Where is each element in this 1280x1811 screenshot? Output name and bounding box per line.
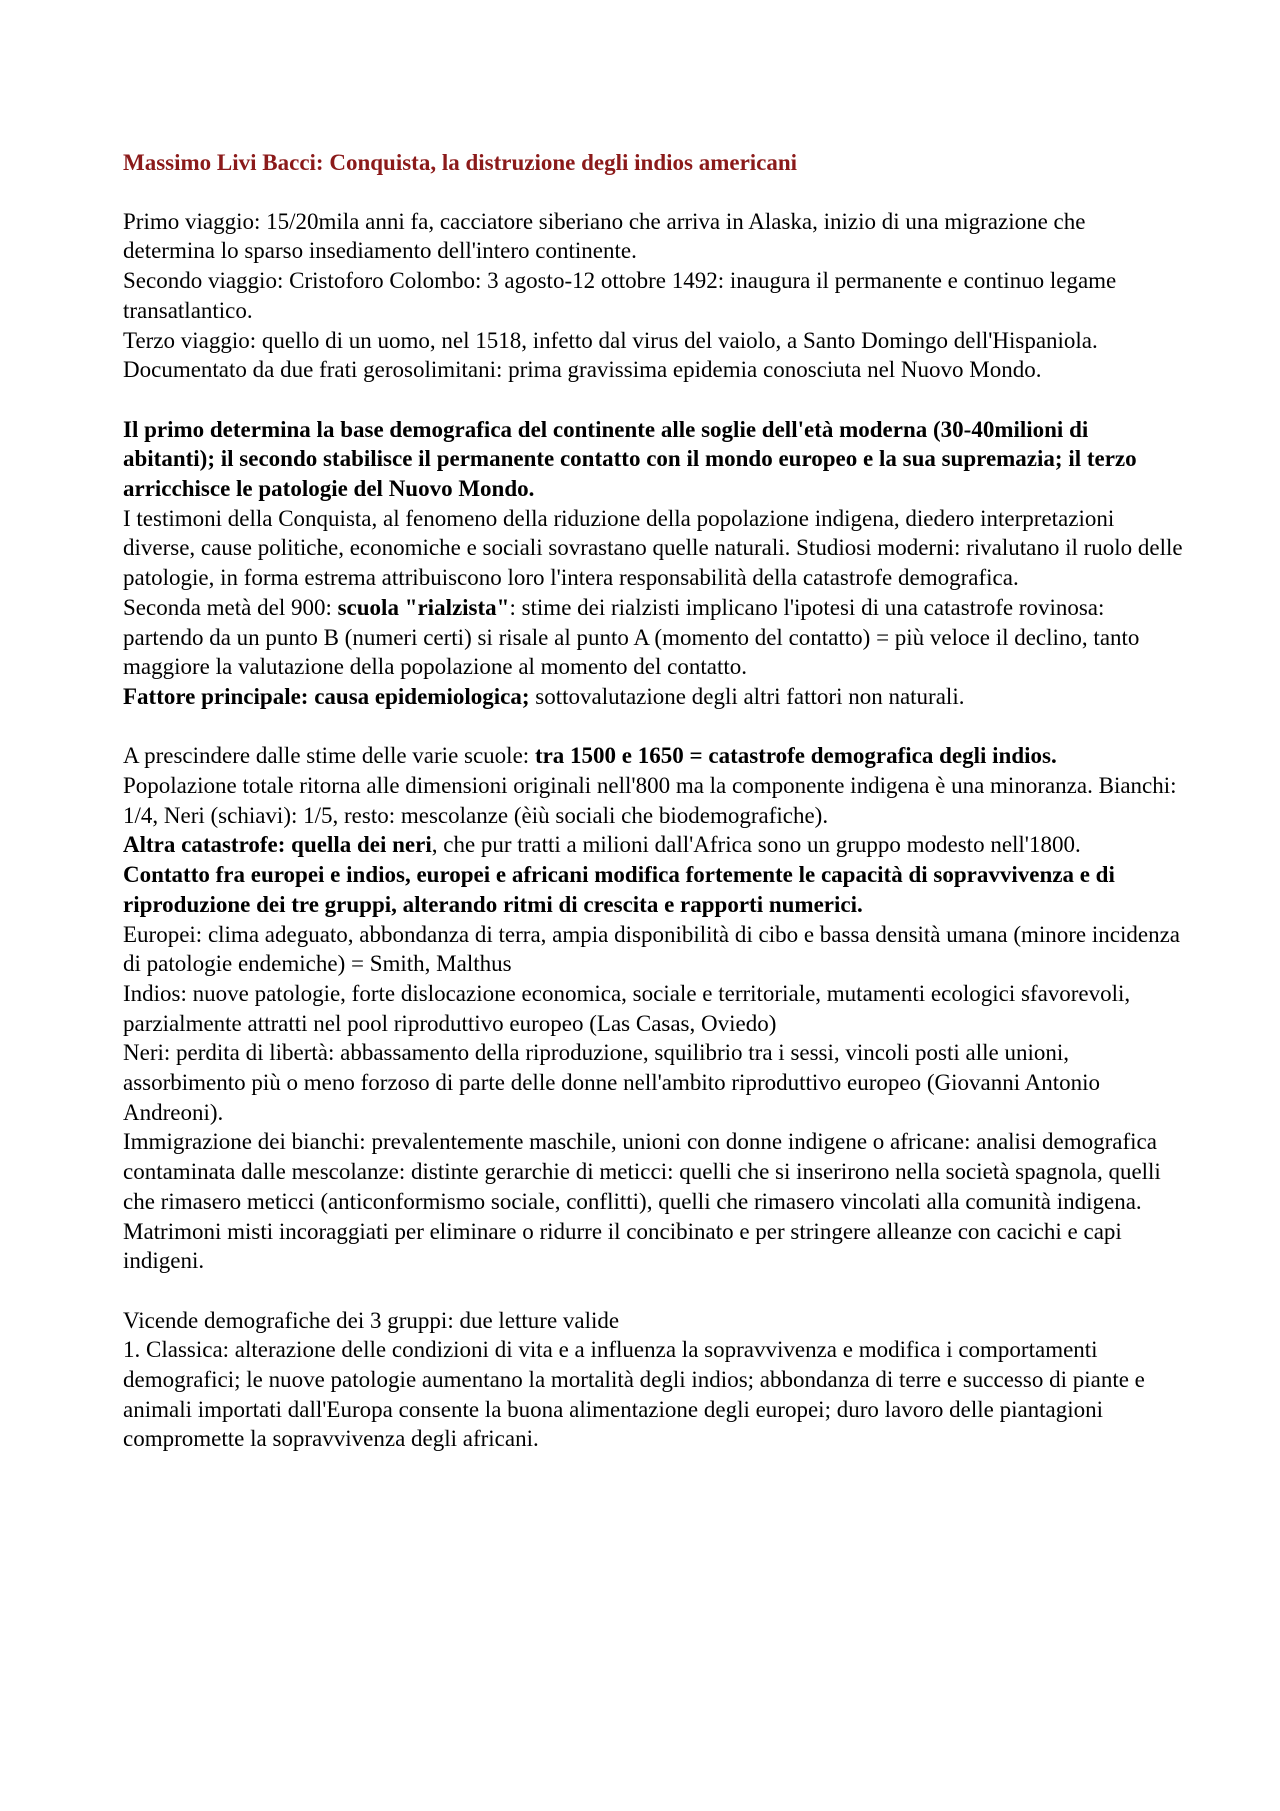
altra-catastrofe-rest: , che pur tratti a milioni dall'Africa sono un gruppo modesto nell'1800. [431, 832, 1081, 858]
paragraph-europei: Europei: clima adeguato, abbondanza di terra, ampia disponibilità di cibo e bassa densità umana (minore incidenza di patologie endemiche) = Smith, Malthus [123, 921, 1180, 977]
rialzista-bold: scuola "rialzista" [337, 594, 510, 620]
rialzista-intro: Seconda metà del 900: [123, 594, 338, 620]
prescindere-intro: A prescindere dalle stime delle varie scuole: [123, 743, 535, 769]
fattore-bold: Fattore principale: causa epidemiologica; [123, 683, 530, 709]
rialzista-rest: : stime dei rialzisti implicano l'ipotesi di una catastrofe rovinosa: partendo da un punto B (numeri certi) si risale al punto A (momento del contatto) = più veloce il declino, tanto maggiore la valutazione della popolazione al momento del contatto. [123, 594, 1140, 680]
contatto-bold: Contatto fra europei e indios, europei e africani modifica fortemente le capacità di sopravvivenza e di riproduzione dei tre gruppi, alterando ritmi di crescita e rapporti numerici. [123, 862, 1115, 917]
paragraph-immigrazione: Immigrazione dei bianchi: prevalentemente maschile, unioni con donne indigene o africane: analisi demografica contaminata dalle mescolanze: distinte gerarchie di meticci: quelli che si inserirono nella società spagnola, quelli che rimasero meticci (anticonformismo sociale, conflitti), quelli che rimasero vincolati alla comunità indigena. [123, 1129, 1161, 1214]
paragraph-fattore-principale [123, 682, 1183, 712]
paragraph-secondo-viaggio: Secondo viaggio: Cristoforo Colombo: 3 agosto-12 ottobre 1492: inaugura il permanente e continuo legame transatlantico. [123, 268, 1117, 323]
altra-catastrofe-bold: Altra catastrofe: quella dei neri [123, 832, 432, 858]
paragraph-testimoni: I testimoni della Conquista, al fenomeno della riduzione della popolazione indigena, diedero interpretazioni diverse, cause politiche, economiche e sociali sovrastano quelle naturali. Studiosi moderni: rivalutano il ruolo delle patologie, in forma estrema attribuiscono loro l'intera responsabilità della catastrofe demografica. [123, 505, 1183, 591]
prescindere-bold: tra 1500 e 1650 = catastrofe demografica degli indios. [534, 743, 1057, 769]
paragraph-summary-bold [123, 415, 1183, 504]
paragraph-spacer [123, 385, 1183, 415]
summary-bold-text: Il primo determina la base demografica del continente alle soglie dell'età moderna (30-40milioni di abitanti); il secondo stabilisce il permanente contatto con il mondo europeo e la sua supremazia; il terzo arricchisce le patologie del Nuovo Mondo. [123, 416, 1137, 502]
paragraph-spacer [123, 1276, 1183, 1306]
paragraph-matrimoni: Matrimoni misti incoraggiati per eliminare o ridurre il concibinato e per stringere alleanze con cacichi e capi indigeni. [123, 1218, 1122, 1274]
paragraph-spacer [123, 712, 1183, 742]
paragraph-terzo-viaggio: Terzo viaggio: quello di un uomo, nel 1518, infetto dal virus del vaiolo, a Santo Domingo dell'Hispaniola. Documentato da due frati gerosolimitani: prima gravissima epidemia conosciuta nel Nuovo Mondo. [123, 327, 1098, 383]
paragraph-indios: Indios: nuove patologie, forte dislocazione economica, sociale e territoriale, mutamenti ecologici sfavorevoli, parzialmente attratti nel pool riproduttivo europeo (Las Casas, Oviedo) [123, 980, 1131, 1036]
paragraph-neri: Neri: perdita di libertà: abbassamento della riproduzione, squilibrio tra i sessi, vincoli posti alle unioni, assorbimento più o meno forzoso di parte delle donne nell'ambito riproduttivo europeo (Giovanni Antonio Andreoni). [123, 1040, 1100, 1125]
paragraph-primo-viaggio: Primo viaggio: 15/20mila anni fa, cacciatore siberiano che arriva in Alaska, inizio di una migrazione che determina lo sparso insediamento dell'intero continente. [123, 208, 1086, 264]
paragraph-scuola-rialzista [123, 593, 1183, 682]
paragraph-contatto [123, 860, 1183, 919]
paragraph-vicende: Vicende demografiche dei 3 gruppi: due letture valide [123, 1307, 620, 1333]
document-page [123, 148, 1183, 1454]
fattore-rest: sottovalutazione degli altri fattori non naturali. [529, 683, 965, 709]
paragraph-classica: 1. Classica: alterazione delle condizioni di vita e a influenza la sopravvivenza e modifica i comportamenti demografici; le nuove patologie aumentano la mortalità degli indios; abbondanza di terre e successo di piante e animali importati dall'Europa consente la buona alimentazione degli europei; duro lavoro delle piantagioni compromette la sopravvivenza degli africani. [123, 1337, 1145, 1452]
paragraph-popolazione-totale: Popolazione totale ritorna alle dimensioni originali nell'800 ma la componente indigena è una minoranza. Bianchi: 1/4, Neri (schiavi): 1/5, resto: mescolanze (èiù sociali che biodemografiche). [123, 773, 1177, 828]
paragraph-prescindere [123, 741, 1183, 771]
document-title: Massimo Livi Bacci: Conquista, la distruzione degli indios americani [123, 150, 798, 175]
paragraph-altra-catastrofe [123, 830, 1183, 860]
